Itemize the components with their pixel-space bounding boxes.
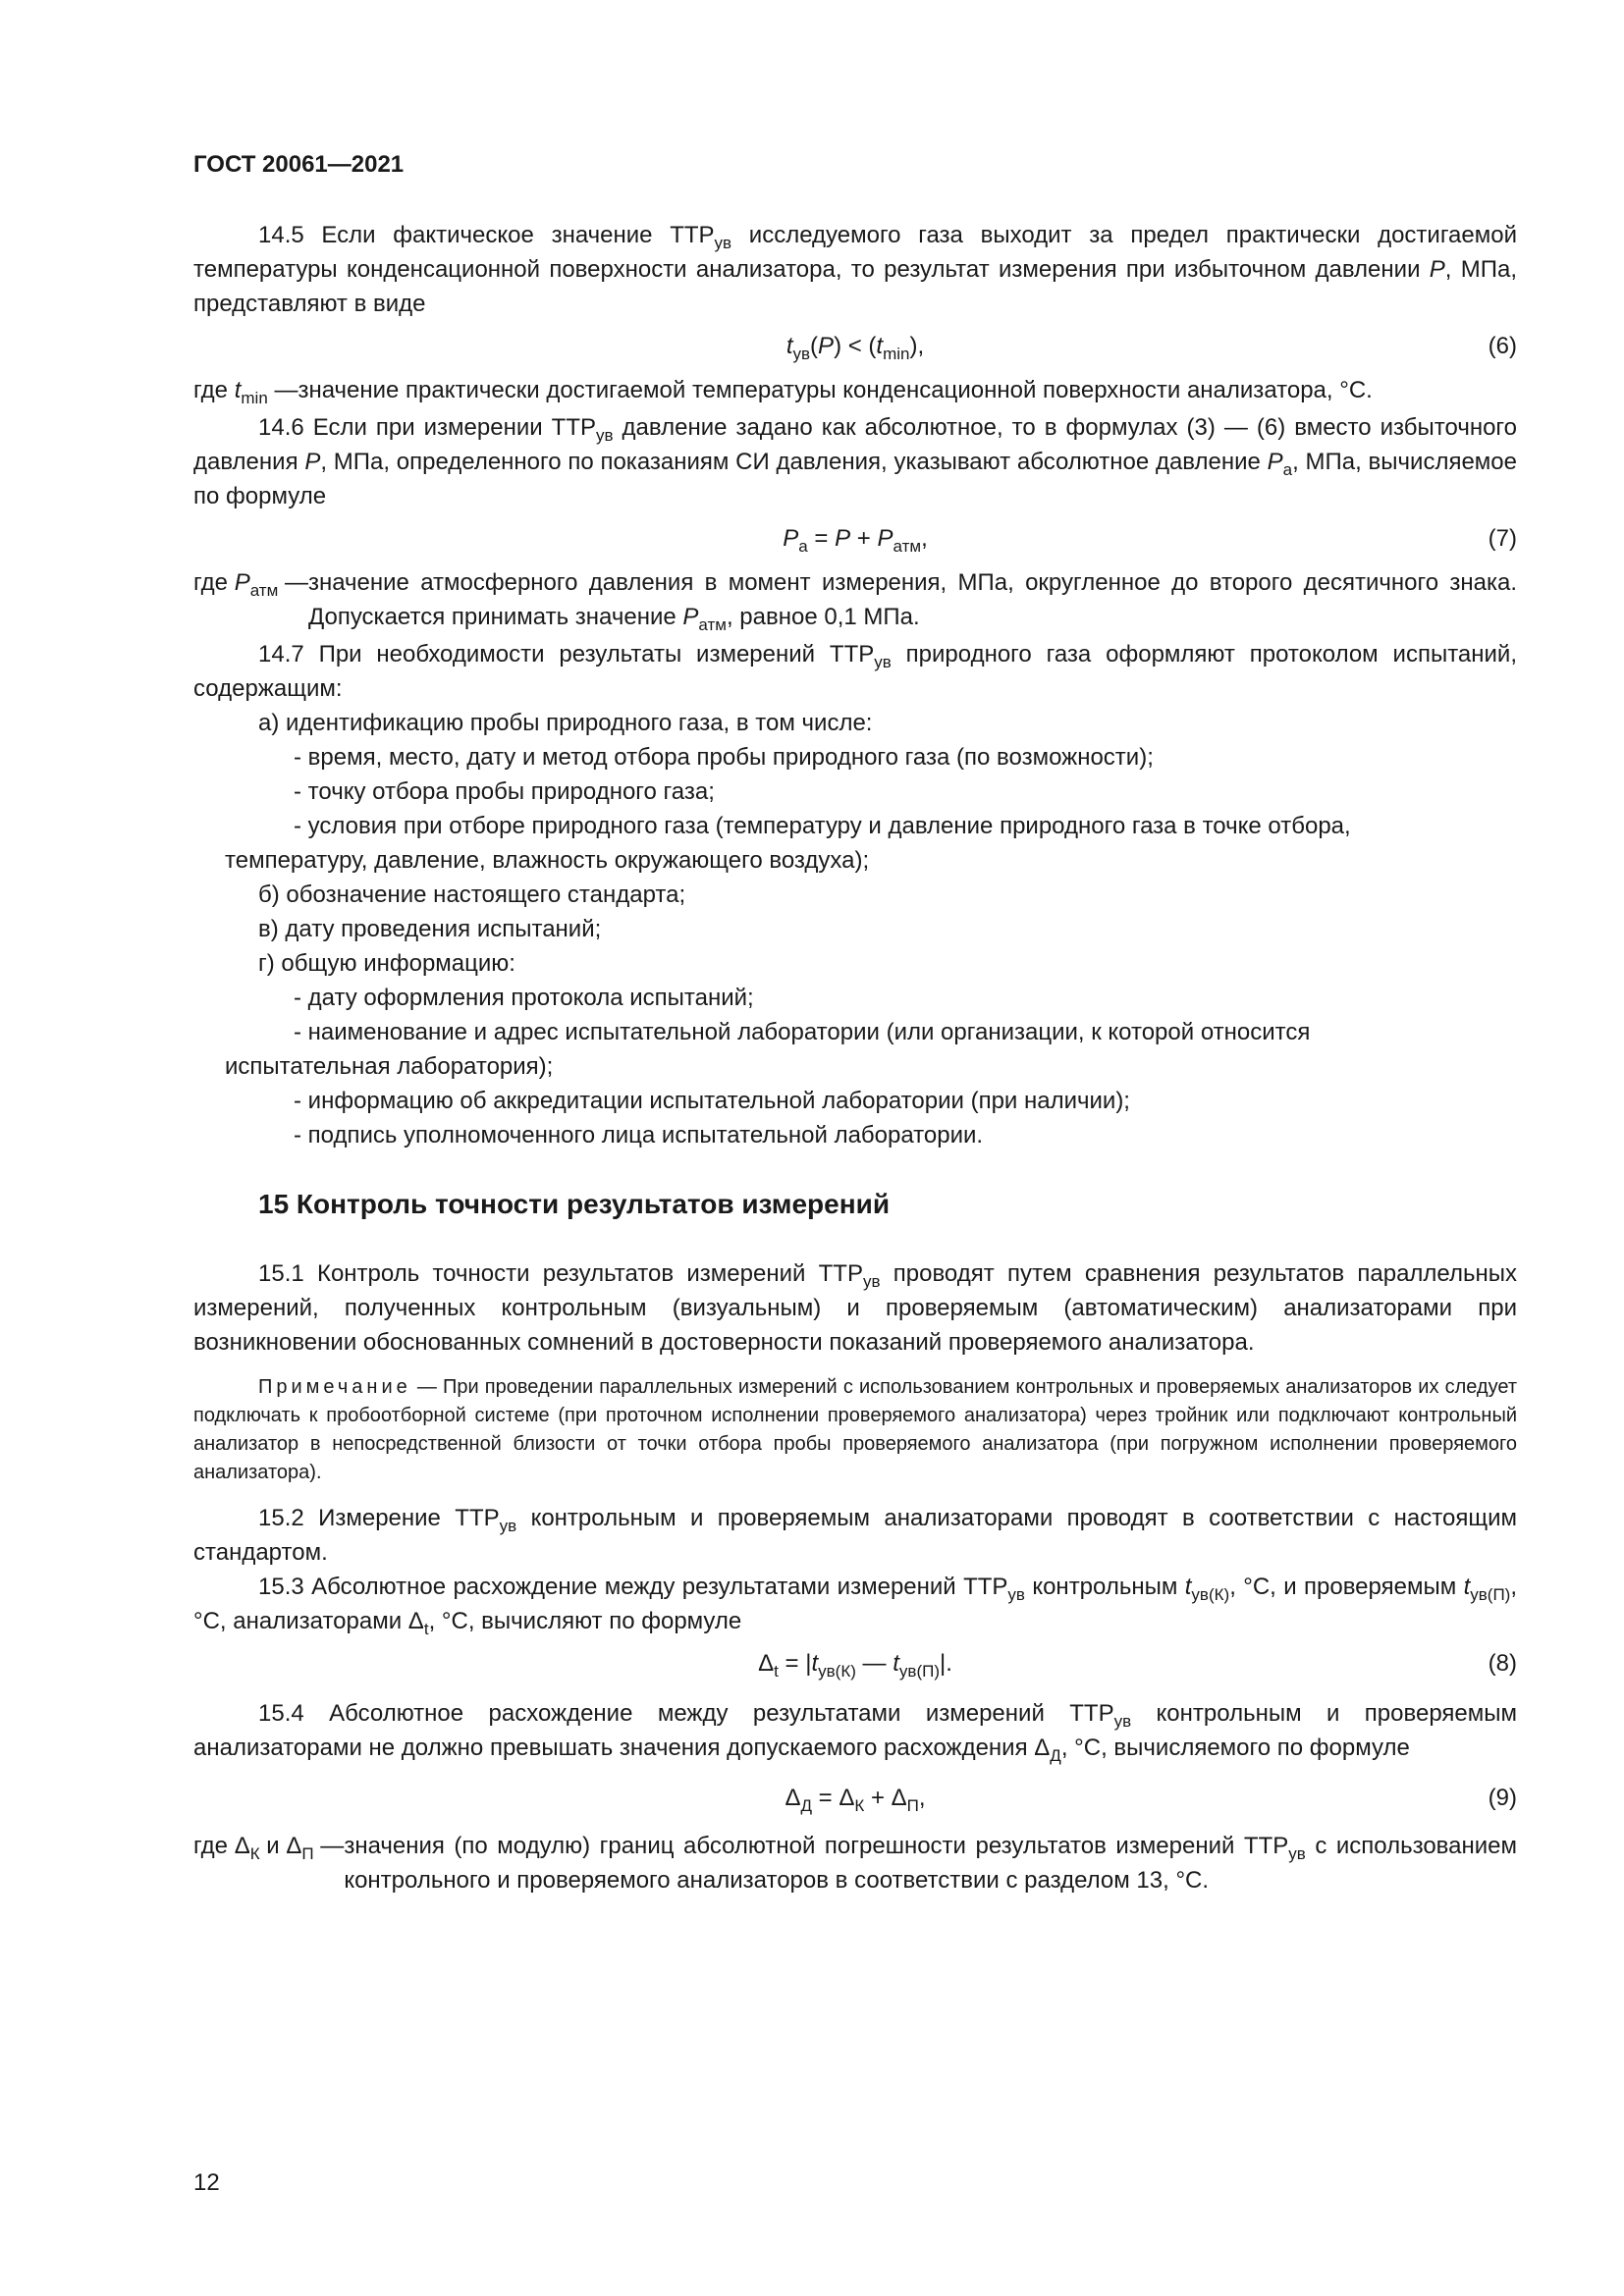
list-item-continuation: испытательная лаборатория); [225,1053,554,1080]
paragraph-15-1: 15.1 Контроль точности результатов измерений $ТТР_{ув}$ проводят путем сравнения результатов параллельных измерений, полученных контрольным (визуальным) и проверяемым (автоматическим) анализаторами при возникновении обоснованных сомнений в достоверности показаний проверяемого анализатора. [193,1260,1517,1356]
where-clause-9: где $\Delta_К$ и $\Delta_П$ — значения (по модулю) границ абсолютной погрешности результатов измерений $ТТР_{ув}$ с использованием контрольного и проверяемого анализаторов в соответствии с разделом 13, °С. [193,1833,1517,1894]
paragraph-14-7: 14.7 При необходимости результаты измерений $ТТР_{ув}$ природного газа оформляют протоколом испытаний, содержащим: [193,641,1518,702]
formula-number: (9) [1488,1785,1517,1811]
formula-number: (6) [1488,333,1517,359]
paragraph-15-3: 15.3 Абсолютное расхождение между результатами измерений $ТТР_{ув}$ контрольным $t_{ув(К)}$, °С, и проверяемым $t_{ув(П)}$, °С, анализаторами $\Delta_t$, °С, вычисляют по формуле [193,1574,1517,1638]
formula-number: (7) [1488,525,1517,552]
list-item: в) дату проведения испытаний; [258,916,602,942]
note: Примечание — При проведении параллельных измерений с использованием контрольных и проверяемых анализаторов их следует подключать к пробоотборной системе (при проточном исполнении проверяемого анализатора) через тройник или подключают контрольный анализатор в непосредственной близости от точки отбора пробы проверяемого анализатора (при погружном исполнении проверяемого анализатора). [193,1376,1517,1483]
document-body [193,218,1517,1897]
where-clause-6: где $t_{min}$ — значение практически достигаемой температуры конденсационной поверхности анализатора, °С. [193,377,1373,407]
list-item: - информацию об аккредитации испытательной лаборатории (при наличии); [294,1088,1130,1114]
formula-8: $\Delta_t = |t_{ув(К)}$ — $t_{ув(П)}|$. (8) [193,1646,1517,1682]
list-item: - дату оформления протокола испытаний; [294,985,754,1011]
list-item: а) идентификацию пробы природного газа, в том числе: [258,710,873,736]
page-number: 12 [193,2169,220,2196]
paragraph-15-2: 15.2 Измерение $ТТР_{ув}$ контрольным и проверяемым анализаторами проводят в соответствии с настоящим стандартом. [193,1505,1517,1566]
list-item: - условия при отборе природного газа (температуру и давление природного газа в точке отбора, [294,813,1351,839]
document-header: ГОСТ 20061—2021 [193,151,405,178]
list-item: - время, место, дату и метод отбора пробы природного газа (по возможности); [294,744,1154,771]
paragraph-14-6: 14.6 Если при измерении $ТТР_{ув}$ давление задано как абсолютное, то в формулах (3) — (6) вместо избыточного давления P, МПа, определенного по показаниям СИ давления, указывают абсолютное давление $P_а$, МПа, вычисляемое по формуле [193,414,1517,509]
list-item: б) обозначение настоящего стандарта; [258,881,686,908]
formula-number: (8) [1488,1650,1517,1677]
section-heading-15: 15 Контроль точности результатов измерений [258,1189,891,1219]
paragraph-14-5: 14.5 Если фактическое значение $ТТР_{ув}$ исследуемого газа выходит за предел практически достигаемой температуры конденсационной поверхности анализатора, то результат измерения при избыточном давлении P, МПа, представляют в виде [193,222,1518,317]
formula-6: $t_{ув}(P) < (t_{min})$, (6) [193,329,1517,365]
list-item: - наименование и адрес испытательной лаборатории (или организации, к которой относится [294,1019,1311,1045]
paragraph-15-4: 15.4 Абсолютное расхождение между результатами измерений $ТТР_{ув}$ контрольным и проверяемым анализаторами не должно превышать значения допускаемого расхождения $\Delta_Д$, °С, вычисляемого по формуле [193,1700,1517,1765]
formula-7: $P_а = P + P_{атм}$, (7) [193,521,1517,558]
list-item: г) общую информацию: [258,950,515,977]
formula-9: $\Delta_Д = \Delta_К + \Delta_П$, (9) [193,1781,1517,1817]
list-item-continuation: температуру, давление, влажность окружающего воздуха); [225,847,870,874]
list-item: - подпись уполномоченного лица испытательной лаборатории. [294,1122,984,1148]
list-item: - точку отбора пробы природного газа; [294,778,715,805]
where-clause-7: где $P_{атм}$ — значение атмосферного давления в момент измерения, МПа, округленное до второго десятичного знака. Допускается принимать значение $P_{атм}$, равное 0,1 МПа. [193,569,1517,634]
protocol-contents-list [193,706,1517,1152]
